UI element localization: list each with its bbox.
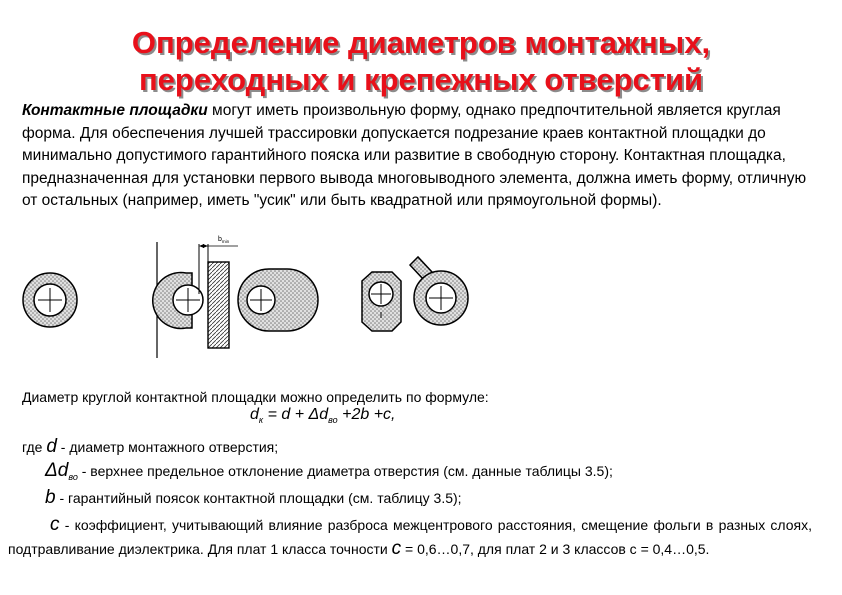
square-pad	[362, 272, 401, 331]
dimension-label: $b_{min}$	[218, 236, 230, 244]
def-delta-d: $\Delta d_{во}$ - верхнее предельное отклонение диаметра отверстия (см. данные таблицы 3.5);	[45, 460, 613, 482]
def-b: b - гарантийный поясок контактной площадки (см. таблицу 3.5);	[45, 487, 462, 508]
page-title	[0, 24, 842, 98]
title-line-1: Определение диаметров монтажных,	[131, 25, 711, 60]
trimmed-pad	[153, 236, 238, 358]
formula-intro: Диаметр круглой контактной площадки можно определить по формуле:	[22, 389, 489, 405]
extended-pad	[238, 269, 318, 331]
intro-text: могут иметь произвольную форму, однако предпочтительной является круглая форма. Для обеспечения лучшей трассировки допускается подрезание краев контактной площадки до минимально допустимого гарантийного пояска или развитие в свободную сторону. Контактная площадка, предназначенная для установки первого вывода многовыводного элемента, должна иметь форму, отличную от остальных (например, иметь "усик" или быть квадратной или прямоугольной формы).	[22, 102, 807, 209]
formula: $d_к = d + \Delta d_{во} +2b +c$,	[250, 406, 396, 426]
round-pad	[23, 273, 77, 327]
intro-lead-term: Контактные площадки	[22, 102, 208, 119]
tab-pad	[410, 257, 468, 325]
contact-pads-figure	[0, 228, 842, 368]
def-c: c - коэффициент, учитывающий влияние разброса межцентрового расстояния, смещение фольги в разных слоях, подтравливание диэлектрика. Для плат 1 класса точности c = 0,6…0,7, для плат 2 и 3 классов с = 0,4…0,5.	[8, 514, 812, 559]
title-line-2: переходных и крепежных отверстий	[138, 62, 704, 97]
def-d: где d - диаметр монтажного отверстия;	[22, 436, 279, 457]
intro-paragraph	[22, 100, 822, 213]
